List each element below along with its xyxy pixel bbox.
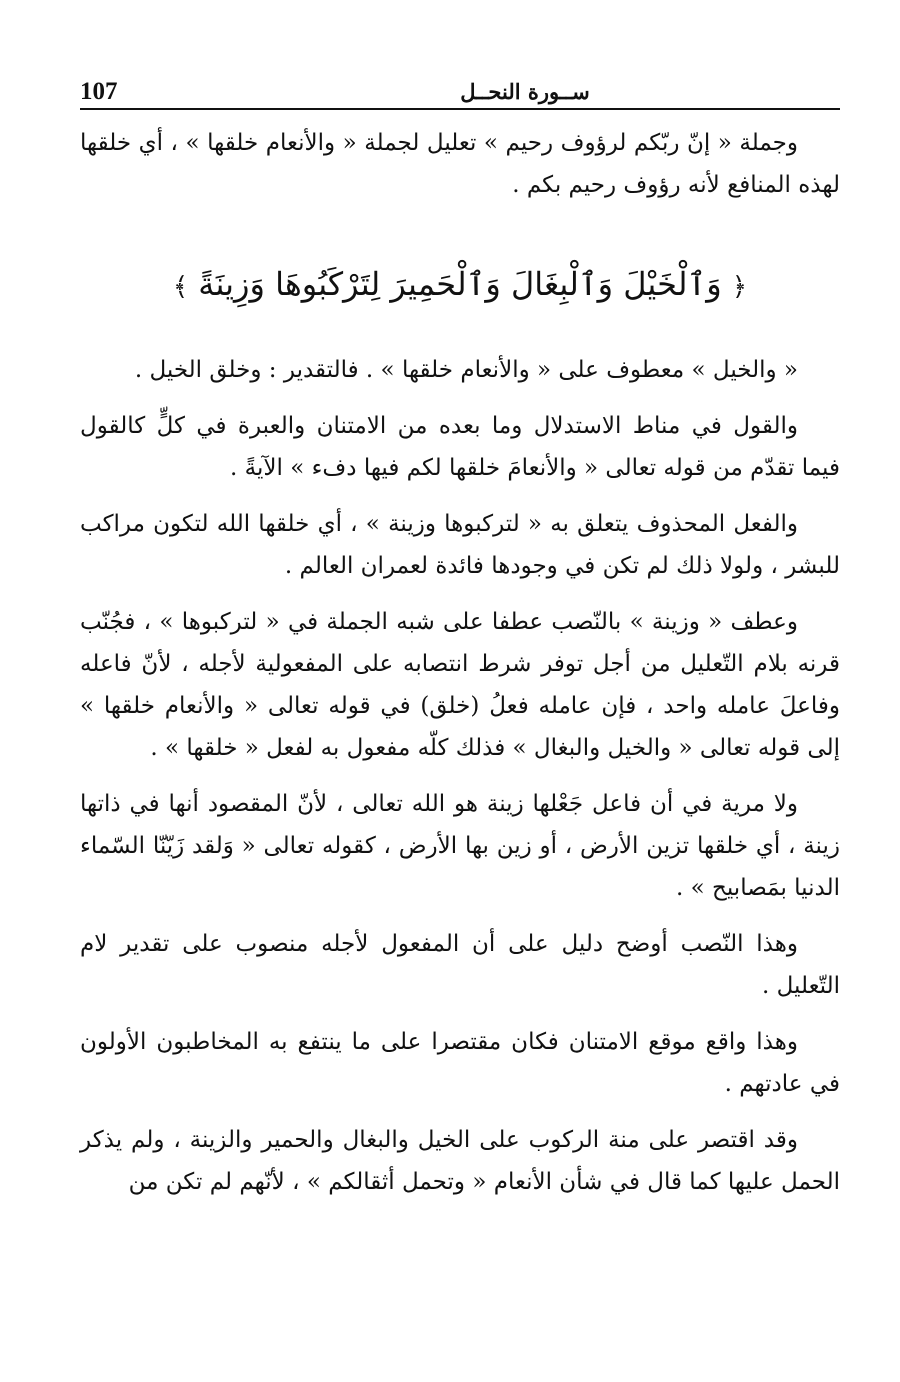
paragraph-6: ولا مرية في أن فاعل جَعْلها زينة هو الله تعالى ، لأنّ المقصود أنها في ذاتها زينة ، أي خلقها تزين الأرض ، أو زين بها الأرض ، كقوله تعالى « وَلقد زَيّنّا السّماء الدنيا بمَصابيح » . xyxy=(80,791,840,901)
page-number: 107 xyxy=(80,78,118,105)
paragraph-4: والفعل المحذوف يتعلق به « لتركبوها وزينة » ، أي خلقها الله لتكون مراكب للبشر ، ولولا ذلك لم تكن في وجودها فائدة لعمران العالم . xyxy=(80,511,840,579)
verse-text: وَٱلْخَيْلَ وَٱلْبِغَالَ وَٱلْحَمِيرَ لِتَرْكَبُوهَا وَزِينَةً xyxy=(198,265,722,303)
page-header xyxy=(80,70,840,110)
paragraph-7: وهذا النّصب أوضح دليل على أن المفعول لأجله منصوب على تقدير لام التّعليل . xyxy=(80,931,840,999)
header-divider xyxy=(80,108,840,110)
quran-verse xyxy=(80,260,840,311)
running-title: ســورة النحــل xyxy=(460,79,590,104)
verse-close-bracket: ﴾ xyxy=(172,272,189,302)
paragraph-1: وجملة « إنّ ربّكم لرؤوف رحيم » تعليل لجملة « والأنعام خلقها » ، أي خلقها لهذه المنافع لأنه رؤوف رحيم بكم . xyxy=(80,130,840,198)
paragraph-2: « والخيل » معطوف على « والأنعام خلقها » . فالتقدير : وخلق الخيل . xyxy=(134,357,798,383)
paragraph-9: وقد اقتصر على منة الركوب على الخيل والبغال والحمير والزينة ، ولم يذكر الحمل عليها كما قال في شأن الأنعام « وتحمل أثقالكم » ، لأنّهم لم تكن من xyxy=(80,1127,840,1195)
verse-open-bracket: ﴿ xyxy=(731,272,748,302)
page-body xyxy=(80,122,840,1203)
paragraph-5: وعطف « وزينة » بالنّصب عطفا على شبه الجملة في « لتركبوها » ، فجُنّب قرنه بلام التّعليل من أجل توفر شرط انتصابه على المفعولية لأجله ، لأنّ فاعله وفاعلَ عامله واحد ، فإن عامله فعلُ (خلق) في قوله تعالى « والأنعام خلقها » إلى قوله تعالى « والخيل والبغال » فذلك كلّه مفعول به لفعل « خلقها » . xyxy=(80,609,840,761)
paragraph-3: والقول في مناط الاستدلال وما بعده من الامتنان والعبرة في كلٍّ كالقول فيما تقدّم من قوله تعالى « والأنعامَ خلقها لكم فيها دفء » الآيةً . xyxy=(80,413,840,481)
paragraph-8: وهذا واقع موقع الامتنان فكان مقتصرا على ما ينتفع به المخاطبون الأولون في عادتهم . xyxy=(80,1029,840,1097)
